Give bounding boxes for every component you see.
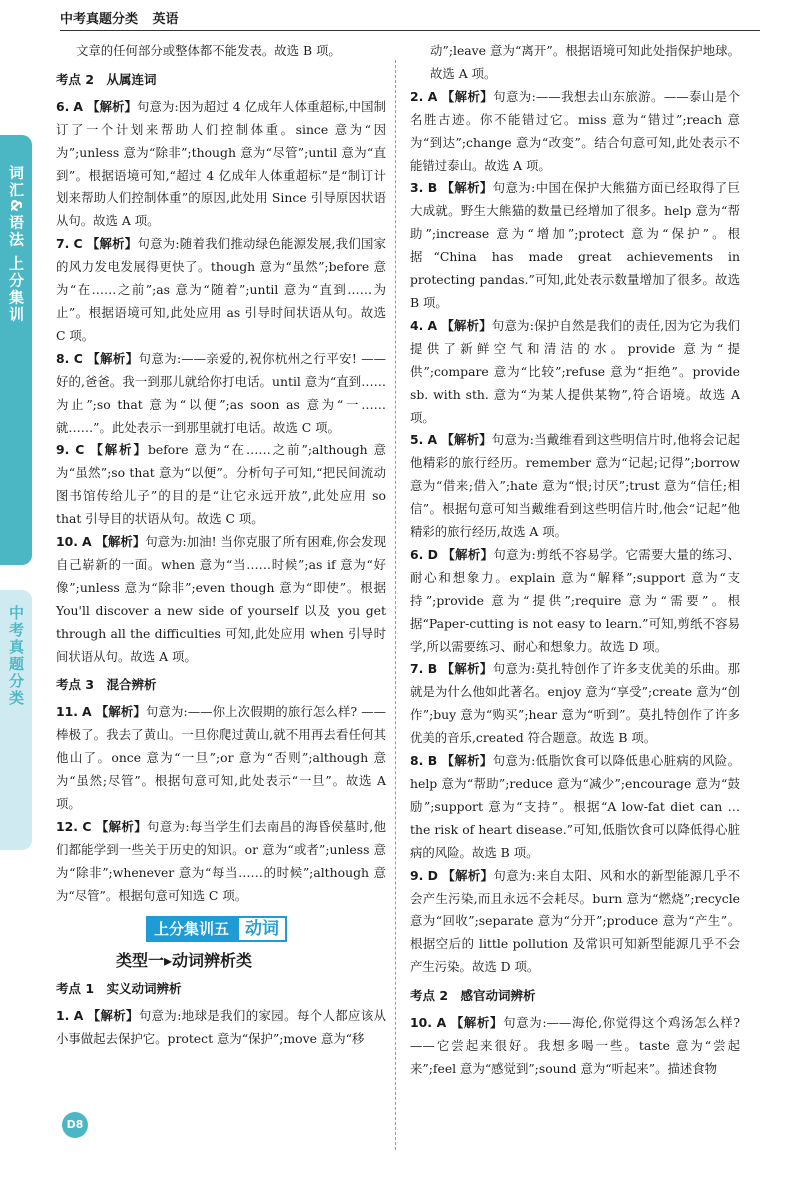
answer-item <box>410 177 740 314</box>
answer-item <box>56 701 386 816</box>
banner-topic: 动词 <box>237 916 287 942</box>
answer-tag: 【解析】 <box>450 1015 504 1031</box>
answer-tag: 【解析】 <box>88 442 148 458</box>
answer-ans: B <box>427 180 438 196</box>
answer-num: 10. <box>410 1015 432 1031</box>
column-divider <box>395 60 396 1150</box>
page-header <box>60 8 760 31</box>
subject-title: 英语 <box>152 12 179 27</box>
answer-list <box>56 701 386 907</box>
answer-ans: A <box>82 704 92 720</box>
answer-tag: 【解析】 <box>87 1008 139 1024</box>
answer-tag: 【解析】 <box>441 88 494 104</box>
answer-num: 8. <box>410 753 424 769</box>
answer-num: 4. <box>410 317 424 333</box>
answer-item <box>410 86 740 178</box>
type-subtitle: 类型一▸动词辨析类 <box>116 950 253 970</box>
answer-num: 7. <box>56 236 70 252</box>
answer-list <box>410 86 740 979</box>
answer-ans: A <box>73 1008 84 1024</box>
section-heading: 考点 2 从属连词 <box>56 71 157 87</box>
answer-num: 1. <box>56 1008 70 1024</box>
answer-text: 句意为:加油! 当你克服了所有困难,你会发现自己崭新的一面。when 意为“当……时候”;as if 意为“好像”;unless 意为“除非”;even though 意为“即使”。根据 You'll discover a new side of yourself 以及 you get through all the difficulties 可知,此处应用 when 引导时间状语从句。故选 A 项。 <box>56 534 387 664</box>
answer-tag: 【解析】 <box>441 546 494 562</box>
answer-num: 11. <box>56 704 78 720</box>
answer-text: 句意为:地球是我们的家园。每个人都应该从小事做起去保护它。protect 意为“保护”;move 意为“移 <box>56 1008 386 1047</box>
answer-item <box>410 865 740 980</box>
answer-text: 句意为:保护自然是我们的责任,因为它为我们提供了新鲜空气和清洁的水。provide 意为“提供”;compare 意为“比较”;refuse 意为“拒绝”。provide sb. with sth. 意为“为某人提供某物”,符合语境。故选 A 项。 <box>410 317 740 425</box>
answer-list <box>56 1005 386 1051</box>
answer-num: 12. <box>56 818 78 834</box>
answer-num: 2. <box>410 88 424 104</box>
answer-ans: C <box>75 442 85 458</box>
side-tab-lower-text: 中考真题分类 <box>7 605 25 707</box>
answer-ans: A <box>73 98 83 114</box>
banner-label: 上分集训五 <box>146 916 237 942</box>
answer-num: 6. <box>56 98 70 114</box>
answer-ans: B <box>427 661 438 677</box>
answer-item <box>56 531 386 668</box>
answer-text: 句意为:来自太阳、风和水的新型能源几乎不会产生污染,而且永远不会耗尽。burn 意为“燃烧”;recycle 意为“回收”;separate 意为“分开”;produce 意为“产生”。根据空后的 little pollution 及常识可知新型能源几乎不会产生污染。故选 D 项。 <box>410 867 740 975</box>
answer-list <box>410 1012 740 1081</box>
answer-num: 10. <box>56 534 78 550</box>
side-tab-upper-text: 词汇&语法 上分集训 <box>7 165 25 324</box>
answer-text: 句意为:——你上次假期的旅行怎么样? ——棒极了。我去了黄山。一旦你爬过黄山,就不用再去看任何其他山了。once 意为“一旦”;or 意为“否则”;although 意为“虽然;尽管”。根据句意可知,此处表示“一旦”。故选 A 项。 <box>56 704 386 811</box>
answer-ans: C <box>73 236 83 252</box>
answer-num: 9. <box>56 442 70 458</box>
answer-tag: 【解析】 <box>95 534 146 550</box>
continued-text: 动”;leave 意为“离开”。根据语境可知此处指保护地球。故选 A 项。 <box>430 43 740 81</box>
answer-item <box>410 315 740 430</box>
answer-num: 8. <box>56 350 70 366</box>
section-heading: 考点 3 混合辨析 <box>56 677 157 693</box>
answer-tag: 【解析】 <box>441 317 492 333</box>
answer-num: 7. <box>410 661 424 677</box>
answer-item <box>56 1005 386 1051</box>
answer-num: 9. <box>410 867 424 883</box>
answer-ans: A <box>436 1015 447 1031</box>
answer-ans: B <box>427 753 438 769</box>
answer-num: 5. <box>410 432 424 448</box>
answer-text: before 意为“在……之前”;although 意为“虽然”;so that 意为“以便”。分析句子可知,“把民间流动图书馆传给儿子”的目的是“让它永远开放”,此处应用 so that 引导目的状语从句。故选 C 项。 <box>56 442 386 527</box>
answer-text: 句意为:——我想去山东旅游。——泰山是个名胜古迹。你不能错过它。miss 意为“错过”;reach 意为“到达”;change 意为“改变”。结合句意可知,此处表示不能错过泰山。故选 A 项。 <box>410 88 740 173</box>
answer-item <box>56 816 386 908</box>
section-heading: 考点 2 感官动词辨析 <box>410 988 536 1004</box>
answer-item <box>410 658 740 750</box>
unit-banner <box>146 916 287 942</box>
section-heading: 考点 1 实义动词辨析 <box>56 981 182 997</box>
answer-tag: 【解析】 <box>95 704 146 720</box>
answer-text: 句意为:当戴维看到这些明信片时,他将会记起他精彩的旅行经历。remember 意为“记起;记得”;borrow 意为“借来;借入”;hate 意为“恨;讨厌”;trust 意为“信任;相信”。根据句意可知当戴维看到这些明信片时,他会“记起”他精彩的旅行经历,故选 A 项。 <box>410 432 740 540</box>
answer-item <box>56 233 386 348</box>
answer-tag: 【解析】 <box>95 818 148 834</box>
answer-ans: A <box>427 317 438 333</box>
answer-item <box>56 96 386 233</box>
answer-tag: 【解析】 <box>86 236 138 252</box>
answer-text: 句意为:低脂饮食可以降低患心脏病的风险。help 意为“帮助”;reduce 意为“减少”;encourage 意为“鼓励”;support 意为“支持”。根据“A low-fat diet can … the risk of heart disease.”可知,低脂饮食可以降低得心脏病的风险。故选 B 项。 <box>410 753 740 860</box>
answer-ans: A <box>427 432 438 448</box>
answer-tag: 【解析】 <box>86 98 138 114</box>
answer-item <box>410 429 740 544</box>
answer-ans: A <box>427 88 438 104</box>
answer-item <box>410 1012 740 1081</box>
left-column <box>56 40 386 1051</box>
answer-tag: 【解析】 <box>441 661 493 677</box>
answer-ans: C <box>73 350 83 366</box>
answer-text: 句意为:因为超过 4 亿成年人体重超标,中国制订了一个计划来帮助人们控制体重。since 意为“因为”;unless 意为“除非”;though 意为“尽管”;until 意为“直到”。根据语境可知,“超过 4 亿成年人体重超标”是“制订计划来帮助人们控制体重”的原因,此处用 Since 引导原因状语从句。故选 A 项。 <box>56 98 387 229</box>
answer-text: 句意为:——海伦,你觉得这个鸡汤怎么样? ——它尝起来很好。我想多喝一些。taste 意为“尝起来”;feel 意为“感觉到”;sound 意为“听起来”。描述食物 <box>410 1015 741 1076</box>
answer-tag: 【解析】 <box>441 753 493 769</box>
answer-tag: 【解析】 <box>441 867 494 883</box>
answer-item <box>410 750 740 865</box>
answer-list <box>56 96 386 669</box>
right-column <box>410 40 740 1081</box>
series-title: 中考真题分类 <box>60 12 139 27</box>
answer-ans: C <box>82 818 92 834</box>
answer-item <box>410 544 740 659</box>
answer-tag: 【解析】 <box>441 180 493 196</box>
side-tab-lower <box>0 590 32 850</box>
answer-text: 句意为:——亲爱的,祝你杭州之行平安! ——好的,爸爸。我一到那儿就给你打电话。until 意为“直到……为止”;so that 意为“以便”;as soon as 意为“一……就……”。此处表示一到那里就打电话。故选 C 项。 <box>56 350 386 435</box>
answer-ans: D <box>427 546 438 562</box>
answer-item <box>56 348 386 440</box>
answer-text: 句意为:每当学生们去南昌的海昏侯墓时,他们都能学到一些关于历史的知识。or 意为“或者”;unless 意为“除非”;whenever 意为“每当……的时候”;although 意为“尽管”。根据句意可知选 C 项。 <box>56 818 386 903</box>
answer-ans: D <box>427 867 438 883</box>
answer-text: 句意为:随着我们推动绿色能源发展,我们国家的风力发电发展得更快了。though 意为“虽然”;before 意为“在……之前”;as 意为“随着”;until 意为“直到……为止”。根据语境可知,此处应用 as 引导时间状语从句。故选 C 项。 <box>56 236 386 343</box>
answer-item <box>56 439 386 531</box>
answer-ans: A <box>81 534 92 550</box>
answer-num: 3. <box>410 180 424 196</box>
answer-tag: 【解析】 <box>441 432 492 448</box>
answer-num: 6. <box>410 546 424 562</box>
answer-text: 句意为:剪纸不容易学。它需要大量的练习、耐心和想象力。explain 意为“解释”;support 意为“支持”;provide 意为“提供”;require 意为“需要”。根据“Paper-cutting is not easy to learn.”可知,剪纸不容易学,所以需要练习、耐心和想象力。故选 D 项。 <box>410 546 740 654</box>
answer-text: 句意为:中国在保护大熊猫方面已经取得了巨大成就。野生大熊猫的数量已经增加了很多。help 意为“帮助”;increase 意为“增加”;protect 意为“保护”。根据“China has made great achievements in protecting pandas.”可知,此处表示数量增加了很多。故选 B 项。 <box>410 180 740 310</box>
page-number: D8 <box>62 1112 88 1138</box>
side-tab-upper <box>0 135 32 565</box>
answer-tag: 【解析】 <box>86 350 139 366</box>
continued-text: 文章的任何部分或整体都不能发表。故选 B 项。 <box>76 43 341 58</box>
answer-text: 句意为:莫扎特创作了许多支优美的乐曲。那就是为什么他如此著名。enjoy 意为“享受”;create 意为“创作”;buy 意为“购买”;hear 意为“听到”。莫扎特创作了许多优美的音乐,created 符合题意。故选 B 项。 <box>410 661 740 746</box>
